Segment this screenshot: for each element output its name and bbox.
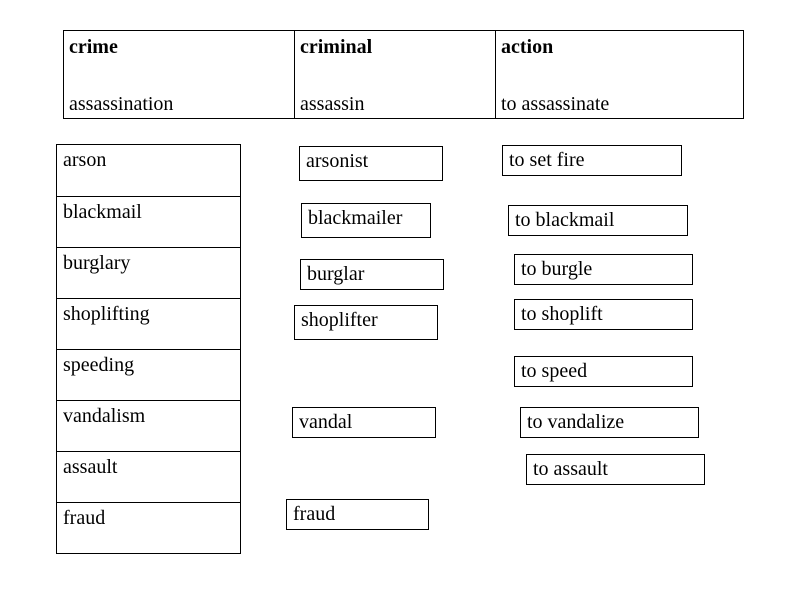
crime-cell-shoplifting: shoplifting	[57, 298, 240, 349]
criminal-box-fraud[interactable]: fraud	[286, 499, 429, 530]
criminal-box-shoplifter[interactable]: shoplifter	[294, 305, 438, 340]
crime-cell-fraud: fraud	[57, 502, 240, 553]
criminal-box-burglar[interactable]: burglar	[300, 259, 444, 290]
crime-cell-vandalism: vandalism	[57, 400, 240, 451]
example-action: to assassinate	[501, 93, 610, 115]
crime-cell-speeding: speeding	[57, 349, 240, 400]
column-heading-criminal: criminal	[300, 36, 373, 58]
action-box-vandalize[interactable]: to vandalize	[520, 407, 699, 438]
crime-list	[56, 144, 241, 554]
criminal-box-vandal[interactable]: vandal	[292, 407, 436, 438]
action-box-burgle[interactable]: to burgle	[514, 254, 693, 285]
header-table	[63, 30, 744, 119]
criminal-box-arsonist[interactable]: arsonist	[299, 146, 443, 181]
action-box-set-fire[interactable]: to set fire	[502, 145, 682, 176]
crime-cell-arson: arson	[63, 149, 107, 171]
crime-cell-blackmail: blackmail	[57, 196, 240, 247]
action-box-speed[interactable]: to speed	[514, 356, 693, 387]
crime-cell-burglary: burglary	[57, 247, 240, 298]
column-heading-action: action	[501, 36, 554, 58]
action-box-shoplift[interactable]: to shoplift	[514, 299, 693, 330]
example-crime: assassination	[69, 93, 174, 115]
action-box-blackmail[interactable]: to blackmail	[508, 205, 688, 236]
example-criminal: assassin	[300, 93, 365, 115]
header-column-action	[495, 31, 743, 118]
header-column-criminal	[294, 31, 495, 118]
column-heading-crime: crime	[69, 36, 118, 58]
criminal-box-blackmailer[interactable]: blackmailer	[301, 203, 431, 238]
crime-cell-assault: assault	[57, 451, 240, 502]
action-box-assault[interactable]: to assault	[526, 454, 705, 485]
header-column-crime	[64, 31, 294, 118]
